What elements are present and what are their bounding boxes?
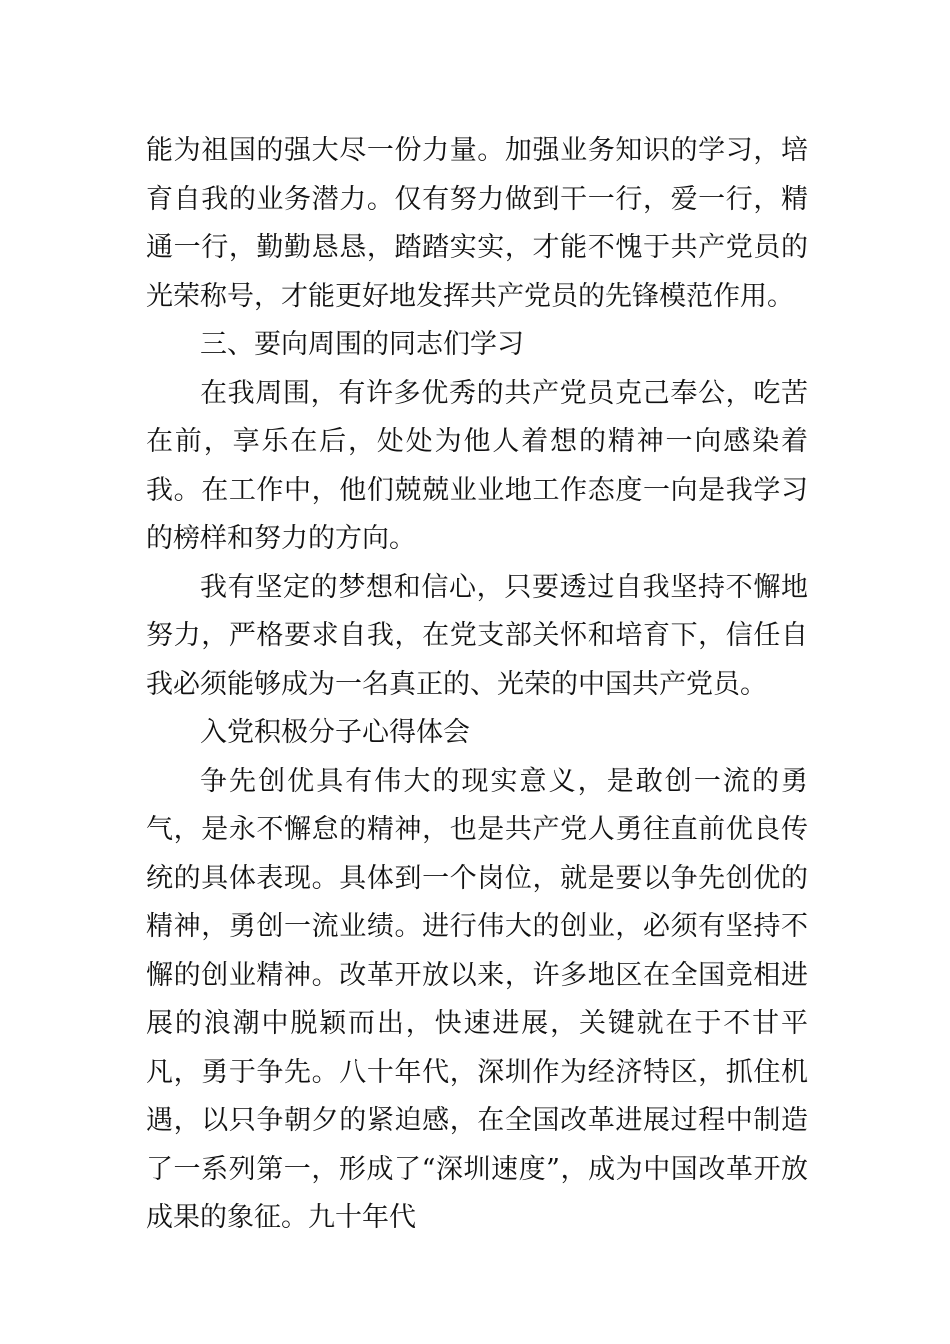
paragraph-striving-for-excellence: 争先创优具有伟大的现实意义，是敢创一流的勇气，是永不懈怠的精神，也是共产党人勇往直前优良传统的具体表现。具体到一个岗位，就是要以争先创优的精神，勇创一流业绩。进行伟大的创业，必须有坚持不懈的创业精神。改革开放以来，许多地区在全国竞相进展的浪潮中脱颖而出，快速进展，关键就在于不甘平凡，勇于争先。八十年代，深圳作为经济特区，抓住机遇，以只争朝夕的紧迫感，在全国改革进展过程中制造了一系列第一，形成了“深圳速度”，成为中国改革开放成果的象征。九十年代 xyxy=(146,765,808,1233)
paragraph-colleagues: 在我周围，有许多优秀的共产党员克己奉公，吃苦在前，享乐在后，处处为他人着想的精神一向感染着我。在工作中，他们兢兢业业地工作态度一向是我学习的榜样和努力的方向。 xyxy=(146,377,808,554)
section-heading-learn-from-comrades: 三、要向周围的同志们学习 xyxy=(200,329,524,360)
paragraph-belief: 我有坚定的梦想和信心，只要透过自我坚持不懈地努力，严格要求自我，在党支部关怀和培育下，信任自我必须能够成为一名真正的、光荣的中国共产党员。 xyxy=(146,571,808,700)
section-heading-activist-reflections: 入党积极分子心得体会 xyxy=(200,717,470,748)
paragraph-continuation: 能为祖国的强大尽一份力量。加强业务知识的学习，培育自我的业务潜力。仅有努力做到干一行，爱一行，精通一行，勤勤恳恳，踏踏实实，才能不愧于共产党员的光荣称号，才能更好地发挥共产党员的先锋模范作用。 xyxy=(146,135,808,312)
document-body xyxy=(146,127,808,1243)
